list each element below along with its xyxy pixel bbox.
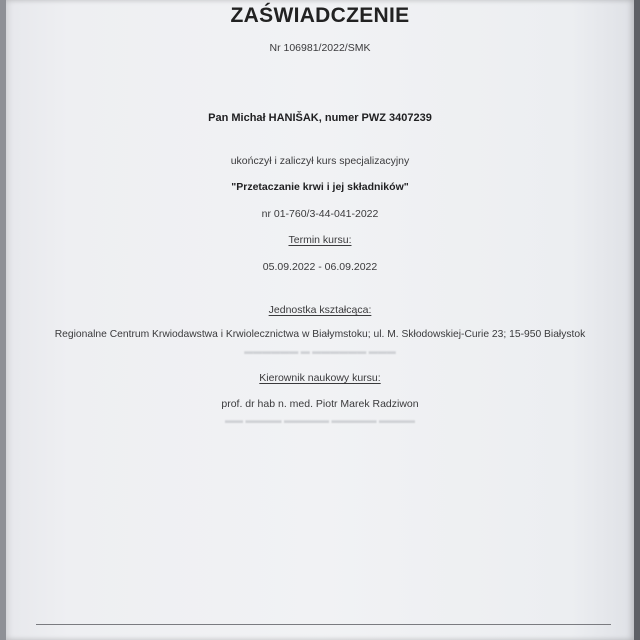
certificate-page [6,0,634,640]
recipient-line: Pan Michał HANIŠAK, numer PWZ 3407239 [208,112,432,124]
course-name: "Przetaczanie krwi i jej składników" [231,181,409,193]
page-edge-shadow [634,0,640,640]
completion-statement: ukończył i zaliczył kurs specjalizacyjny [230,155,410,167]
bleed-through-text: ▬▬ ▬▬▬▬ ▬▬▬▬▬ ▬▬▬▬▬ ▬▬▬▬ [224,415,415,425]
bleed-through-text: ▬▬▬▬▬▬ ▬ ▬▬▬▬▬▬ ▬▬▬ [244,346,396,356]
certificate-number: Nr 106981/2022/SMK [269,42,371,54]
unit-label: Jednostka kształcąca: [268,304,372,316]
certificate-title: ZAŚWIADCZENIE [230,4,410,27]
unit-value: Regionalne Centrum Krwiodawstwa i Krwiolecznictwa w Białymstoku; ul. M. Skłodowskiej-Curie 23; 15-950 Białystok [54,329,586,340]
term-value: 05.09.2022 - 06.09.2022 [262,261,378,273]
manager-value: prof. dr hab n. med. Piotr Marek Radziwon [221,398,419,410]
term-label: Termin kursu: [288,234,352,246]
course-code: nr 01-760/3-44-041-2022 [261,208,379,220]
footer-divider [36,624,611,625]
manager-label: Kierownik naukowy kursu: [259,372,381,384]
